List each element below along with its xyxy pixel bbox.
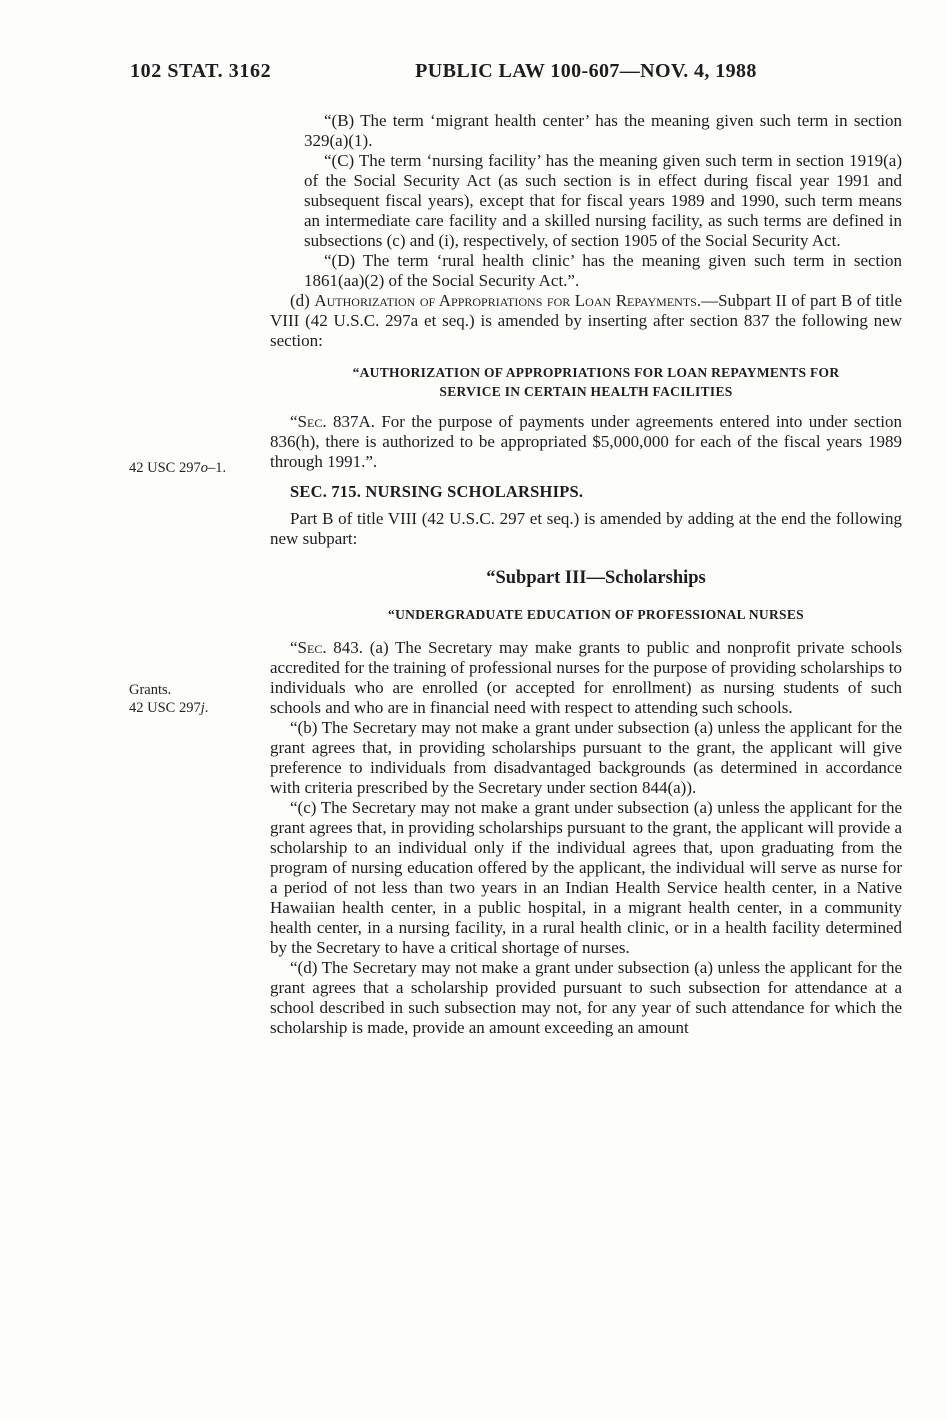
subsection-label: (d)	[290, 291, 315, 310]
margin-note-usc-297j	[129, 699, 274, 717]
margin-note-usc-297o-1	[129, 459, 274, 477]
paragraph-c-definition: “(C) The term ‘nursing facility’ has the meaning given such term in section 1919(a) of the Social Security Act (as such section is in effect during fiscal year 1991 and subsequent fiscal years), except that for fiscal years 1989 and 1990, such term means an intermediate care facility and a skilled nursing facility, as such terms are defined in subsections (c) and (i), respectively, of section 1905 of the Social Security Act.	[304, 151, 902, 250]
paragraph-text: 843. (a) The Secretary may make grants to public and nonprofit private schools accredited for the training of professional nurses for the purpose of providing scholarships to individuals who are enrolled (or accepted for enrollment) as nursing students of such schools and who are in financial need with respect to attending such schools.	[270, 638, 902, 717]
paragraph-b-grant-condition: “(b) The Secretary may not make a grant under subsection (a) unless the applicant for the grant agrees that, in providing scholarships pursuant to the grant, the applicant will give preference to individuals from disadvantaged backgrounds (as determined in accordance with criteria prescribed by the Secretary under section 844(a)).	[270, 718, 902, 797]
margin-note-grants	[129, 681, 274, 717]
heading-subpart-iii: “Subpart III—Scholarships	[486, 568, 706, 588]
paragraph-b-definition: “(B) The term ‘migrant health center’ has the meaning given such term in section 329(a)(1).	[304, 111, 902, 150]
margin-note-text: .	[204, 700, 209, 716]
paragraph-part-b-amendment: Part B of title VIII (42 U.S.C. 297 et seq.) is amended by adding at the end the following new subpart:	[270, 509, 902, 548]
paragraph-text: 837A. For the purpose of payments under agreements entered into under section 836(h), there is authorized to be appropriated $5,000,000 for each of the fiscal years 1989 through 1991.”.	[270, 412, 902, 471]
paragraph-d-authorization	[270, 291, 902, 351]
smallcaps-heading-inline: Authorization of Appropriations for Loan Repayments.—	[314, 291, 719, 310]
page-number: 102 STAT. 3162	[130, 60, 272, 82]
margin-note-text: –1.	[207, 460, 227, 476]
heading-authorization-appropriations: “AUTHORIZATION OF APPROPRIATIONS FOR LOAN REPAYMENTS FOR SERVICE IN CERTAIN HEALTH FACILITIES	[352, 365, 840, 399]
heading-sec-715: SEC. 715. NURSING SCHOLARSHIPS.	[290, 482, 584, 501]
law-title-header: PUBLIC LAW 100-607—NOV. 4, 1988	[415, 60, 757, 82]
section-label-smallcaps: “Sec.	[290, 638, 327, 657]
paragraph-d-grant-condition: “(d) The Secretary may not make a grant under subsection (a) unless the applicant for the grant agrees that a scholarship provided pursuant to such subsection for attendance at a school described in such subsection may not, for any year of such attendance for which the scholarship is made, provide an amount exceeding an amount	[270, 958, 902, 1037]
paragraph-c-grant-condition: “(c) The Secretary may not make a grant under subsection (a) unless the applicant for the grant agrees that, in providing scholarships pursuant to the grant, the applicant will provide a scholarship to an individual only if the individual agrees that, upon graduating from the program of nursing education offered by the applicant, the individual will serve as nurse for a period of not less than two years in an Indian Health Service health center, in a Native Hawaiian health center, in a public hospital, in a migrant health center, in a community health center, in a nursing facility, in a rural health clinic, or in a health facility determined by the Secretary to have a critical shortage of nurses.	[270, 798, 902, 957]
margin-note-text: 42 USC 297	[129, 460, 201, 476]
paragraph-d-definition: “(D) The term ‘rural health clinic’ has the meaning given such term in section 1861(aa)(2) of the Social Security Act.”.	[304, 251, 902, 290]
paragraph-text: Subpart II of part B of title VIII (42 U.S.C. 297a et seq.) is amended by inserting after section 837 the following new section:	[270, 291, 902, 350]
margin-note-text: Grants.	[129, 682, 172, 698]
paragraph-sec-843	[270, 638, 902, 718]
margin-note-text: 42 USC 297	[129, 700, 201, 716]
section-label-smallcaps: “Sec.	[290, 412, 327, 431]
statute-body-column	[270, 111, 902, 1038]
margin-note-italic-letter: j	[200, 700, 205, 716]
heading-undergraduate-education: “UNDERGRADUATE EDUCATION OF PROFESSIONAL NURSES	[388, 607, 804, 622]
margin-note-italic-letter: o	[200, 460, 208, 476]
paragraph-sec-837a	[270, 412, 902, 472]
